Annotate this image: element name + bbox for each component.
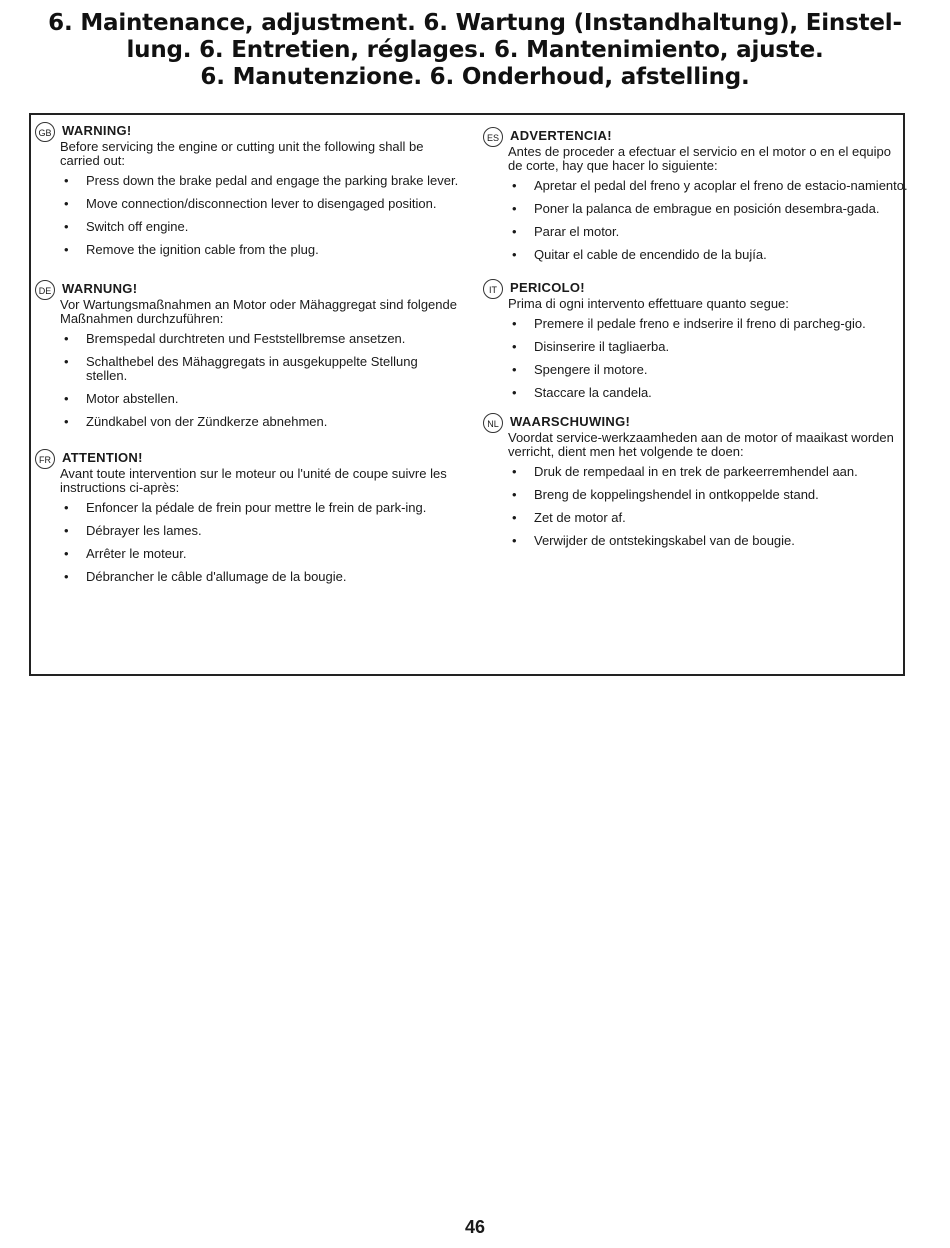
left-column <box>35 115 460 584</box>
list-item: • Quitar el cable de encendido de la bujía. <box>508 248 908 262</box>
list-item: • Switch off engine. <box>60 220 460 234</box>
instruction-list <box>508 179 908 262</box>
language-badge-fr-icon: FR <box>35 449 55 469</box>
section-fr <box>35 449 460 584</box>
list-item: • Schalthebel des Mähaggregats in ausgekuppelte Stellung stellen. <box>60 355 460 383</box>
list-item: • Zet de motor af. <box>508 511 908 525</box>
instruction-list <box>60 174 460 257</box>
section-header <box>35 449 460 467</box>
language-badge-gb-icon: GB <box>35 122 55 142</box>
list-item: • Remove the ignition cable from the plug. <box>60 243 460 257</box>
page-title <box>20 10 930 91</box>
section-es <box>483 127 908 262</box>
instruction-list <box>60 501 460 584</box>
page-title-line-3: 6. Manutenzione. 6. Onderhoud, afstelling. <box>200 64 750 90</box>
list-item: • Poner la palanca de embrague en posición desembra-gada. <box>508 202 908 216</box>
section-header <box>35 122 460 140</box>
language-badge-de-icon: DE <box>35 280 55 300</box>
section-gb <box>35 122 460 257</box>
list-item: • Parar el motor. <box>508 225 908 239</box>
list-item: • Spengere il motore. <box>508 363 908 377</box>
section-heading: WARNUNG! <box>62 281 138 296</box>
section-heading: PERICOLO! <box>510 280 585 295</box>
instruction-list <box>508 317 908 400</box>
section-heading: WAARSCHUWING! <box>510 414 631 429</box>
list-item: • Staccare la candela. <box>508 386 908 400</box>
list-item: • Motor abstellen. <box>60 392 460 406</box>
language-badge-es-icon: ES <box>483 127 503 147</box>
list-item: • Apretar el pedal del freno y acoplar el freno de estacio-namiento. <box>508 179 908 193</box>
list-item: • Arrêter le moteur. <box>60 547 460 561</box>
list-item: • Débrancher le câble d'allumage de la bougie. <box>60 570 460 584</box>
section-header <box>35 280 460 298</box>
list-item: • Breng de koppelingshendel in ontkoppelde stand. <box>508 488 908 502</box>
language-badge-it-icon: IT <box>483 279 503 299</box>
section-de <box>35 280 460 429</box>
section-heading: ATTENTION! <box>62 450 143 465</box>
instruction-list <box>508 465 908 548</box>
list-item: • Press down the brake pedal and engage the parking brake lever. <box>60 174 460 188</box>
page-title-line-2: lung. 6. Entretien, réglages. 6. Mantenimiento, ajuste. <box>126 37 824 63</box>
section-nl <box>483 413 908 548</box>
section-intro: Avant toute intervention sur le moteur ou l'unité de coupe suivre les instructions ci-après: <box>60 466 447 495</box>
section-it <box>483 279 908 400</box>
list-item: • Druk de rempedaal in en trek de parkeerremhendel aan. <box>508 465 908 479</box>
list-item: • Premere il pedale freno e indserire il freno di parcheg-gio. <box>508 317 908 331</box>
list-item: • Débrayer les lames. <box>60 524 460 538</box>
list-item: • Bremspedal durchtreten und Feststellbremse ansetzen. <box>60 332 460 346</box>
list-item: • Verwijder de ontstekingskabel van de bougie. <box>508 534 908 548</box>
section-header <box>483 279 908 297</box>
section-intro: Vor Wartungsmaßnahmen an Motor oder Mähaggregat sind folgende Maßnahmen durchzuführen: <box>60 297 457 326</box>
section-heading: WARNING! <box>62 123 132 138</box>
instruction-list <box>60 332 460 429</box>
right-column <box>483 115 908 548</box>
list-item: • Disinserire il tagliaerba. <box>508 340 908 354</box>
section-intro: Voordat service-werkzaamheden aan de motor of maaikast worden verricht, dient men het volgende te doen: <box>508 430 894 459</box>
section-intro: Before servicing the engine or cutting unit the following shall be carried out: <box>60 139 424 168</box>
list-item: • Move connection/disconnection lever to disengaged position. <box>60 197 460 211</box>
list-item: • Zündkabel von der Zündkerze abnehmen. <box>60 415 460 429</box>
section-heading: ADVERTENCIA! <box>510 128 612 143</box>
section-header <box>483 127 908 145</box>
page-number: 46 <box>464 1217 486 1237</box>
list-item: • Enfoncer la pédale de frein pour mettre le frein de park-ing. <box>60 501 460 515</box>
page-title-line-1: 6. Maintenance, adjustment. 6. Wartung (Instandhaltung), Einstel- <box>48 10 902 36</box>
section-intro: Antes de proceder a efectuar el servicio en el motor o en el equipo de corte, hay que hacer lo siguiente: <box>508 144 892 173</box>
section-intro: Prima di ogni intervento effettuare quanto segue: <box>508 296 789 311</box>
language-badge-nl-icon: NL <box>483 413 503 433</box>
section-header <box>483 413 908 431</box>
warning-box <box>29 113 908 676</box>
